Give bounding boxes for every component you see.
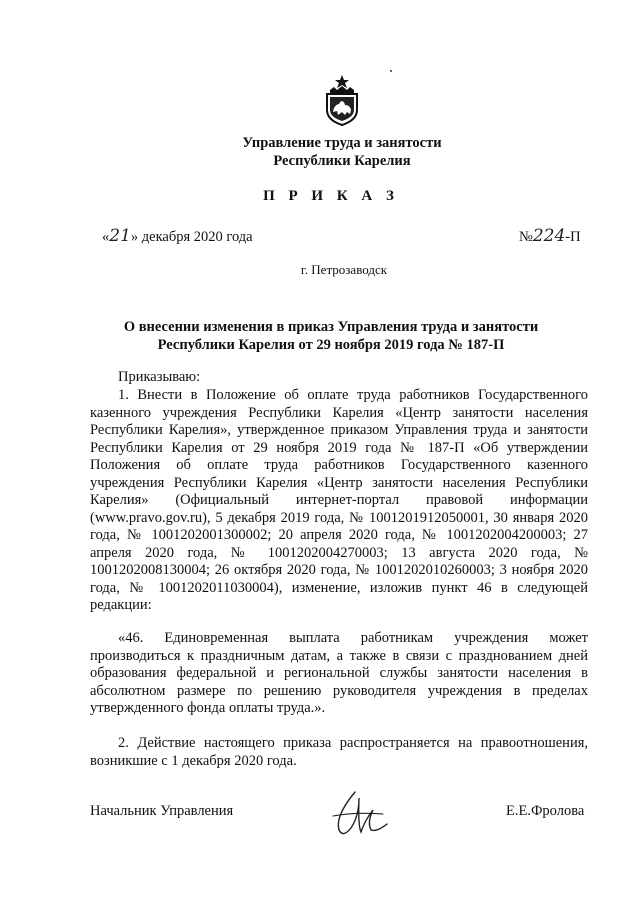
paragraph-item46: «46. Единовременная выплата работникам учреждения может производиться к праздничным датам, а также в связи с празднованием дней образования федеральной и региональной службы занятости населения в абсолютном размере по решению руководителя учреждения в пределах утвержденного фонда оплаты труда.». <box>90 630 588 716</box>
order-number <box>519 226 581 246</box>
scan-speck <box>390 70 392 72</box>
org-name-line2: Республики Карелия <box>273 153 411 169</box>
org-name-line1: Управление труда и занятости <box>242 135 442 151</box>
handwritten-signature-icon <box>325 786 395 840</box>
date-month-year: декабря 2020 года <box>138 229 253 245</box>
number-value-handwritten: 224 <box>532 226 566 246</box>
order-date <box>102 226 253 246</box>
subject-line1: О внесении изменения в приказ Управления труда и занятости <box>123 319 539 335</box>
signatory-position: Начальник Управления <box>90 803 234 819</box>
date-day-handwritten: 21 <box>109 226 131 246</box>
number-suffix: -П <box>565 229 581 245</box>
signatory-name: Е.Е.Фролова <box>506 803 585 819</box>
order-subject <box>0 318 640 354</box>
number-sign: № <box>519 229 533 245</box>
paragraph-item1: 1. Внести в Положение об оплате труда работников Государственного казенного учреждения Республики Карелия «Центр занятости населения Республики Карелия», утвержденное приказом Управления труда и занятости Республики Карелия от 29 ноября 2019 года № 187-П «Об утверждении Положения об оплате труда работников Государственного казенного учреждения Республики Карелия «Центр занятости населения Республики Карелия» (Официальный интернет-портал правовой информации (www.pravo.gov.ru), 5 декабря 2019 года, № 1001201912050001, 30 января 2020 года, № 1001202001300002; 20 апреля 2020 года, № 1001202004200003; 27 апреля 2020 года, № 1001202004270003; 13 августа 2020 года, № 1001202008130004; 26 октября 2020 года, № 1001202010260003; 3 ноября 2020 года, № 1001202011030004), изменение, изложив пункт 46 в следующей редакции: <box>90 387 588 613</box>
date-close-quote: » <box>130 229 139 245</box>
city: г. Петрозаводск <box>300 262 388 277</box>
document-type-title: П Р И К А З <box>263 188 399 204</box>
subject-line2: Республики Карелия от 29 ноября 2019 года № 187-П <box>157 337 505 353</box>
date-open-quote: « <box>102 229 110 245</box>
order-word: Приказываю: <box>118 369 201 385</box>
paragraph-item2: 2. Действие настоящего приказа распространяется на правоотношения, возникшие с 1 декабря 2020 года. <box>90 735 588 769</box>
karelia-coat-of-arms-icon <box>322 74 362 126</box>
